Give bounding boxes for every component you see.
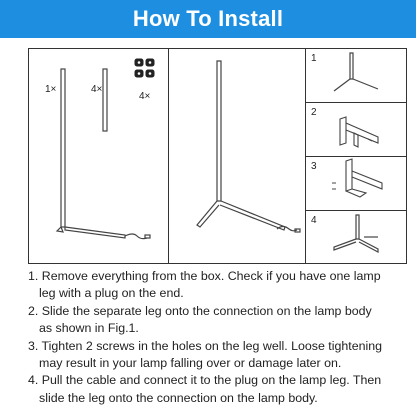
step-4-line-1: 4. Pull the cable and connect it to the plug on the lamp leg. Then (28, 373, 382, 388)
figure-3 (306, 157, 406, 211)
header-banner (0, 0, 416, 38)
step-2-line-1: 2. Slide the separate leg onto the connection on the lamp body (28, 303, 372, 318)
step-3-line-1: 3. Tighten 2 screws in the holes on the leg well. Loose tightening (28, 338, 383, 353)
figure-4-illustration (306, 211, 406, 265)
step-3-line-2: may result in your lamp falling over or damage later on. (39, 356, 342, 371)
parts-illustration (29, 49, 169, 265)
step-1-line-1: 1. Remove everything from the box. Check if you have one lamp (28, 269, 381, 283)
step-1-line-2: leg with a plug on the end. (39, 286, 184, 301)
step-4 (28, 372, 412, 407)
step-1 (28, 268, 412, 303)
figures-panel (306, 49, 406, 263)
assembled-lamp-illustration (169, 49, 306, 265)
figure-4-number: 4 (311, 215, 317, 226)
leg-quantity-label: 4× (91, 84, 103, 95)
assembled-lamp-panel (169, 49, 306, 263)
parts-panel (29, 49, 169, 263)
installation-diagram (28, 48, 407, 264)
screws-icon (135, 59, 154, 77)
separate-leg-icon (103, 69, 107, 131)
step-3 (28, 338, 412, 373)
step-4-line-2: slide the leg onto the connection on the lamp body. (39, 390, 318, 405)
figure-3-illustration (306, 157, 406, 211)
figure-1-illustration (306, 49, 406, 103)
figure-1-number: 1 (311, 53, 317, 64)
lamp-leg-left (197, 201, 219, 227)
installation-steps (28, 268, 412, 407)
figure-4 (306, 211, 406, 265)
figure-1 (306, 49, 406, 103)
lamp-leg-right (220, 201, 285, 230)
figure-3-number: 3 (311, 161, 317, 172)
lamp-quantity-label: 1× (45, 84, 57, 95)
figure-2-illustration (306, 103, 406, 157)
page-title: How To Install (132, 6, 284, 31)
step-2-line-2: as shown in Fig.1. (39, 321, 139, 336)
figure-2 (306, 103, 406, 157)
figure-2-number: 2 (311, 107, 317, 118)
lamp-pole (217, 61, 221, 201)
step-2 (28, 303, 412, 338)
screws-quantity-label: 4× (139, 91, 151, 102)
